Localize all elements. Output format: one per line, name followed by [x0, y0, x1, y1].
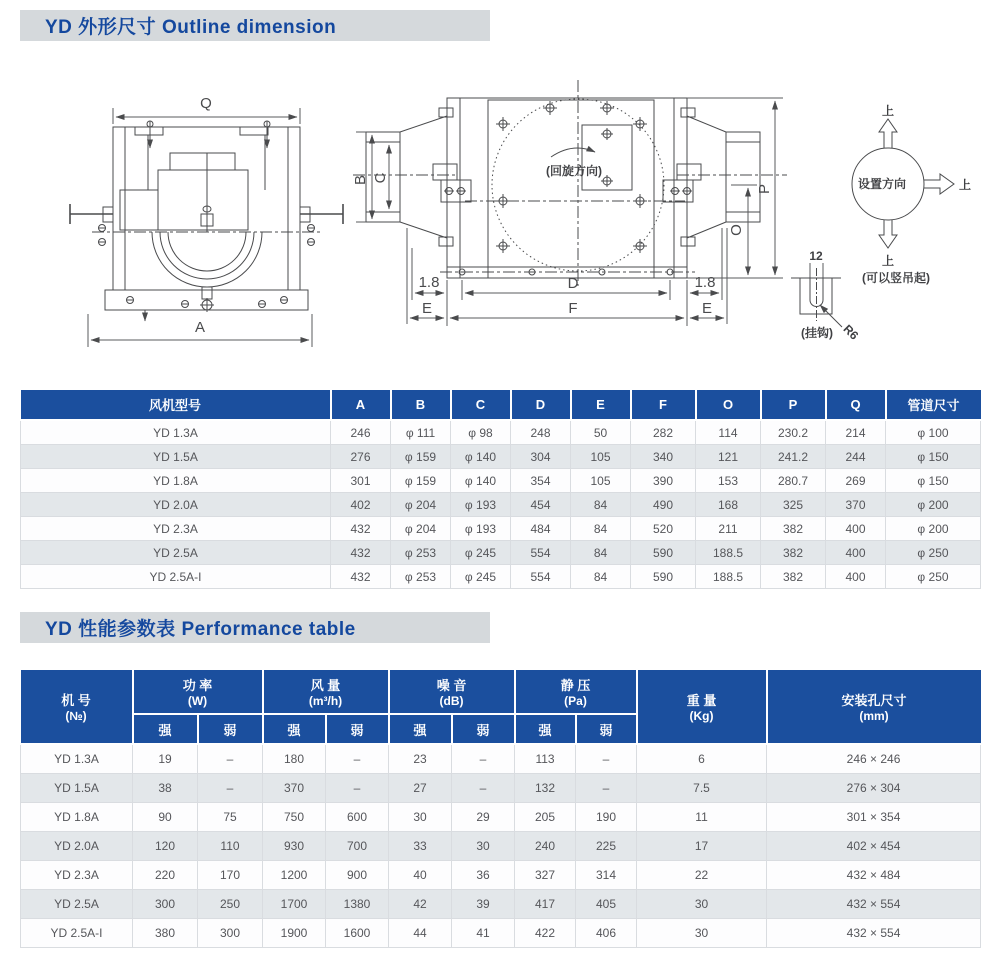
cell: 432 × 554 [767, 890, 981, 919]
dimension-table-header-row [21, 389, 981, 420]
dim-label-p: P [756, 183, 773, 195]
cell: 1200 [263, 861, 326, 890]
cell: 405 [576, 890, 637, 919]
dim-label-d: D [567, 275, 579, 292]
cell: 40 [389, 861, 452, 890]
cell: 42 [389, 890, 452, 919]
cell: – [326, 744, 389, 774]
table-row [21, 493, 981, 517]
table-row [21, 861, 981, 890]
header-line-2: (mm) [859, 709, 889, 723]
cell: 105 [571, 445, 631, 469]
col-header-airflow [263, 669, 389, 714]
cell: 41 [452, 919, 515, 948]
cell: φ 200 [886, 517, 981, 541]
cell: 750 [263, 803, 326, 832]
cell: 600 [326, 803, 389, 832]
cell: 190 [576, 803, 637, 832]
header-line-2: (m³/h) [308, 694, 343, 708]
cell: 220 [133, 861, 198, 890]
cell: 300 [198, 919, 263, 948]
orientation-hook-drawing [795, 85, 1000, 362]
table-row [21, 517, 981, 541]
cell: 300 [133, 890, 198, 919]
cell: 7.5 [637, 774, 767, 803]
cell: 520 [631, 517, 696, 541]
cell: 248 [511, 420, 571, 445]
cell: 11 [637, 803, 767, 832]
table-row [21, 541, 981, 565]
cell: 554 [511, 565, 571, 589]
cell: 327 [515, 861, 576, 890]
up-label-bottom: 上 [881, 254, 895, 268]
header-line-1: 重 量 [686, 693, 717, 708]
hook-lines [791, 263, 842, 327]
hook-caption: (挂钩) [801, 326, 833, 340]
cell: 36 [452, 861, 515, 890]
cell: φ 204 [391, 517, 451, 541]
cell: φ 111 [391, 420, 451, 445]
cell: YD 1.8A [21, 469, 331, 493]
cell: 30 [389, 803, 452, 832]
cell: YD 1.3A [21, 744, 133, 774]
table-row [21, 832, 981, 861]
cell: 554 [511, 541, 571, 565]
cell: φ 204 [391, 493, 451, 517]
cell: 84 [571, 517, 631, 541]
cell: 30 [452, 832, 515, 861]
cell: φ 200 [886, 493, 981, 517]
section-title-performance [20, 612, 490, 643]
sub-header-strong: 强 [133, 714, 198, 744]
cell: 340 [631, 445, 696, 469]
cell: 84 [571, 493, 631, 517]
cell: – [452, 744, 515, 774]
cell: 930 [263, 832, 326, 861]
cell: 84 [571, 541, 631, 565]
cell: 314 [576, 861, 637, 890]
cell: 30 [637, 890, 767, 919]
cell: 1700 [263, 890, 326, 919]
cell: 230.2 [761, 420, 826, 445]
dim-label-q: Q [200, 95, 212, 112]
cell: φ 193 [451, 517, 511, 541]
dim-label-e-left: E [421, 300, 433, 317]
cell: YD 2.3A [21, 517, 331, 541]
header-line-1: 功 率 [182, 678, 213, 693]
sub-header-strong: 强 [389, 714, 452, 744]
col-header-model-no [21, 669, 133, 744]
cell: 246 [331, 420, 391, 445]
col-header-a: A [331, 389, 391, 420]
col-header-weight [637, 669, 767, 744]
cell: 1380 [326, 890, 389, 919]
cell: φ 245 [451, 565, 511, 589]
cell: 382 [761, 517, 826, 541]
cell: YD 2.5A-I [21, 919, 133, 948]
cell: 168 [696, 493, 761, 517]
table-row [21, 420, 981, 445]
col-header-q: Q [826, 389, 886, 420]
cell: 406 [576, 919, 637, 948]
dim-label-a: A [194, 319, 206, 336]
cell: φ 100 [886, 420, 981, 445]
cell: 188.5 [696, 565, 761, 589]
cell: 1600 [326, 919, 389, 948]
cell: 75 [198, 803, 263, 832]
cell: 121 [696, 445, 761, 469]
cell: 240 [515, 832, 576, 861]
cell: 211 [696, 517, 761, 541]
table-row [21, 744, 981, 774]
hook-width-label: 12 [809, 249, 823, 263]
col-header-static-pressure [515, 669, 637, 714]
cell: 276 × 304 [767, 774, 981, 803]
cell: 282 [631, 420, 696, 445]
cell: YD 1.5A [21, 774, 133, 803]
cell: φ 250 [886, 541, 981, 565]
cell: 432 × 484 [767, 861, 981, 890]
cell: 114 [696, 420, 761, 445]
cell: YD 2.3A [21, 861, 133, 890]
col-header-noise [389, 669, 515, 714]
cell: 304 [511, 445, 571, 469]
cell: 590 [631, 565, 696, 589]
up-label-right: 上 [958, 178, 972, 192]
header-line-1: 机 号 [61, 693, 91, 708]
col-header-model: 风机型号 [21, 389, 331, 420]
cell: 90 [133, 803, 198, 832]
col-header-mounting-holes [767, 669, 981, 744]
cell: φ 98 [451, 420, 511, 445]
cell: 269 [826, 469, 886, 493]
cell: 590 [631, 541, 696, 565]
cell: 23 [389, 744, 452, 774]
cell: YD 1.5A [21, 445, 331, 469]
sub-header-weak: 弱 [326, 714, 389, 744]
dim-label-b: B [352, 174, 369, 186]
cell: 370 [826, 493, 886, 517]
section-title-performance-text: YD 性能参数表 Performance table [45, 619, 356, 640]
col-header-pipe-size: 管道尺寸 [886, 389, 981, 420]
cell: 246 × 246 [767, 744, 981, 774]
cell: 422 [515, 919, 576, 948]
cell: YD 2.5A [21, 541, 331, 565]
cell: φ 150 [886, 469, 981, 493]
cell: 490 [631, 493, 696, 517]
cell: YD 2.5A-I [21, 565, 331, 589]
cell: 301 [331, 469, 391, 493]
cell: 325 [761, 493, 826, 517]
sub-header-strong: 强 [263, 714, 326, 744]
cell: φ 140 [451, 445, 511, 469]
cell: 132 [515, 774, 576, 803]
cell: 105 [571, 469, 631, 493]
cell: 39 [452, 890, 515, 919]
cell: – [198, 744, 263, 774]
table-row [21, 469, 981, 493]
sub-header-weak: 弱 [576, 714, 637, 744]
col-header-power [133, 669, 263, 714]
cell: 120 [133, 832, 198, 861]
col-header-d: D [511, 389, 571, 420]
cell: YD 2.0A [21, 832, 133, 861]
cell: YD 1.8A [21, 803, 133, 832]
cell: 382 [761, 541, 826, 565]
cell: φ 250 [886, 565, 981, 589]
table-row [21, 774, 981, 803]
cell: 33 [389, 832, 452, 861]
cell: φ 140 [451, 469, 511, 493]
cell: 50 [571, 420, 631, 445]
orientation-center-label: 设置方向 [857, 177, 907, 191]
cell: 280.7 [761, 469, 826, 493]
cell: 484 [511, 517, 571, 541]
cell: 402 [331, 493, 391, 517]
cell: – [198, 774, 263, 803]
up-label-top: 上 [881, 104, 895, 118]
dim-label-gap-right: 1.8 [694, 274, 716, 291]
header-line-2: (Pa) [564, 694, 587, 708]
cell: – [576, 744, 637, 774]
header-line-2: (№) [65, 709, 87, 723]
cell: 205 [515, 803, 576, 832]
cell: 380 [133, 919, 198, 948]
vertical-hang-note: (可以竖吊起) [862, 271, 930, 285]
sub-header-strong: 强 [515, 714, 576, 744]
table-row [21, 565, 981, 589]
cell: 27 [389, 774, 452, 803]
header-line-1: 噪 音 [436, 678, 467, 693]
cell: 370 [263, 774, 326, 803]
dim-label-c: C [372, 172, 389, 184]
cell: 17 [637, 832, 767, 861]
cell: φ 253 [391, 565, 451, 589]
rotation-direction-label: (回旋方向) [546, 164, 602, 178]
cell: – [326, 774, 389, 803]
cell: 276 [331, 445, 391, 469]
dimension-table [20, 388, 981, 589]
table-row [21, 803, 981, 832]
hook-radius-label: R6 [840, 321, 862, 343]
cell: 400 [826, 541, 886, 565]
cell: 244 [826, 445, 886, 469]
dim-label-gap-left: 1.8 [418, 274, 440, 291]
header-line-2: (W) [187, 694, 208, 708]
cell: 170 [198, 861, 263, 890]
cell: 400 [826, 517, 886, 541]
cell: YD 2.5A [21, 890, 133, 919]
table-row [21, 445, 981, 469]
cell: 29 [452, 803, 515, 832]
cell: φ 253 [391, 541, 451, 565]
table-row [21, 890, 981, 919]
cell: 30 [637, 919, 767, 948]
cell: φ 245 [451, 541, 511, 565]
sub-header-weak: 弱 [198, 714, 263, 744]
cell: φ 159 [391, 445, 451, 469]
cell: 250 [198, 890, 263, 919]
cell: 402 × 454 [767, 832, 981, 861]
front-view-drawing [40, 58, 370, 363]
cell: 6 [637, 744, 767, 774]
sub-header-weak: 弱 [452, 714, 515, 744]
cell: 44 [389, 919, 452, 948]
cell: 84 [571, 565, 631, 589]
cell: – [576, 774, 637, 803]
header-line-2: (dB) [439, 694, 464, 708]
cell: φ 193 [451, 493, 511, 517]
cell: 432 [331, 517, 391, 541]
col-header-o: O [696, 389, 761, 420]
cell: 454 [511, 493, 571, 517]
performance-header-row-1 [21, 669, 981, 714]
cell: φ 150 [886, 445, 981, 469]
cell: 390 [631, 469, 696, 493]
table-row [21, 919, 981, 948]
cell: 382 [761, 565, 826, 589]
cell: YD 2.0A [21, 493, 331, 517]
col-header-f: F [631, 389, 696, 420]
col-header-b: B [391, 389, 451, 420]
dim-label-o: O [728, 224, 745, 236]
cell: 19 [133, 744, 198, 774]
header-line-1: 安装孔尺寸 [841, 693, 907, 708]
cell: 900 [326, 861, 389, 890]
side-view-drawing [345, 68, 805, 368]
col-header-p: P [761, 389, 826, 420]
cell: 113 [515, 744, 576, 774]
cell: 1900 [263, 919, 326, 948]
cell: 241.2 [761, 445, 826, 469]
performance-table [20, 668, 981, 948]
cell: 38 [133, 774, 198, 803]
section-title-outline [20, 10, 490, 41]
col-header-c: C [451, 389, 511, 420]
cell: 301 × 354 [767, 803, 981, 832]
cell: 432 × 554 [767, 919, 981, 948]
cell: φ 159 [391, 469, 451, 493]
front-view-lines [70, 108, 343, 347]
cell: YD 1.3A [21, 420, 331, 445]
section-title-outline-text: YD 外形尺寸 Outline dimension [45, 17, 337, 38]
cell: 225 [576, 832, 637, 861]
cell: 354 [511, 469, 571, 493]
cell: 153 [696, 469, 761, 493]
header-line-2: (Kg) [689, 709, 714, 723]
header-line-1: 风 量 [310, 678, 341, 693]
cell: 432 [331, 541, 391, 565]
cell: 22 [637, 861, 767, 890]
dim-label-e-right: E [701, 300, 713, 317]
cell: 214 [826, 420, 886, 445]
cell: 188.5 [696, 541, 761, 565]
cell: 432 [331, 565, 391, 589]
cell: 400 [826, 565, 886, 589]
header-line-1: 静 压 [560, 678, 591, 693]
cell: 700 [326, 832, 389, 861]
cell: – [452, 774, 515, 803]
cell: 180 [263, 744, 326, 774]
dim-label-f: F [568, 300, 578, 317]
col-header-e: E [571, 389, 631, 420]
cell: 417 [515, 890, 576, 919]
cell: 110 [198, 832, 263, 861]
